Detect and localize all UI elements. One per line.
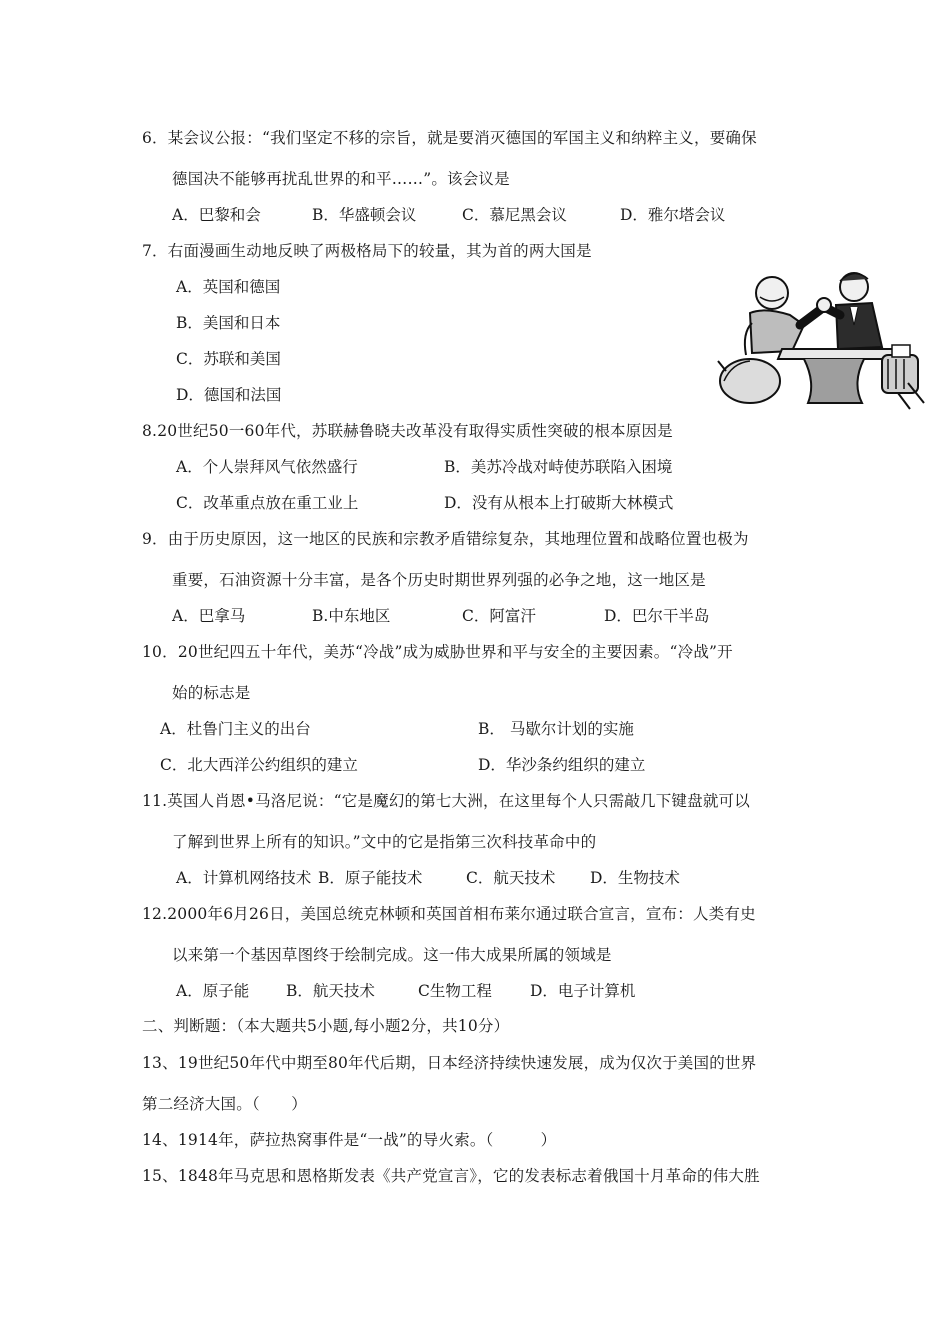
q9-option-a: A．巴拿马 — [172, 607, 246, 625]
q10-option-b: B． 马歇尔计划的实施 — [478, 720, 634, 738]
q9-option-b: B.中东地区 — [312, 607, 391, 625]
q12-option-d: D．电子计算机 — [530, 982, 636, 1000]
q12-option-b: B．航天技术 — [286, 982, 375, 1000]
q6-stem-line2: 德国决不能够再扰乱世界的和平……”。该会议是 — [172, 170, 510, 188]
q8-option-c: C．改革重点放在重工业上 — [176, 494, 359, 512]
q10-option-a: A．杜鲁门主义的出台 — [160, 720, 311, 738]
q8-option-b: B．美苏冷战对峙使苏联陷入困境 — [444, 458, 673, 476]
q8-option-a: A．个人崇拜风气依然盛行 — [176, 458, 358, 476]
q14-stem: 14、1914年，萨拉热窝事件是“一战”的导火索。（ ） — [142, 1131, 557, 1149]
q7-option-d: D．德国和法国 — [176, 386, 282, 404]
q7-stem: 7．右面漫画生动地反映了两极格局下的较量，其为首的两大国是 — [142, 242, 592, 260]
q11-option-d: D．生物技术 — [590, 869, 680, 887]
q11-option-b: B．原子能技术 — [318, 869, 423, 887]
q13-stem-line1: 13、19世纪50年代中期至80年代后期，日本经济持续快速发展，成为仅次于美国的世界 — [142, 1054, 757, 1072]
q9-stem-line2: 重要，石油资源十分丰富，是各个历史时期世界列强的必争之地，这一地区是 — [172, 571, 706, 589]
q12-stem-line2: 以来第一个基因草图终于绘制完成。这一伟大成果所属的领域是 — [172, 946, 612, 964]
q9-option-c: C．阿富汗 — [462, 607, 536, 625]
q7-option-a: A．英国和德国 — [176, 278, 281, 296]
q10-stem-line2: 始的标志是 — [172, 684, 251, 702]
q11-stem-line1: 11.英国人肖恩•马洛尼说：“它是魔幻的第七大洲，在这里每个人只需敲几下键盘就可以 — [142, 792, 750, 810]
q10-option-c: C．北大西洋公约组织的建立 — [160, 756, 358, 774]
q6-option-c: C．慕尼黑会议 — [462, 206, 567, 224]
q10-stem-line1: 10．20世纪四五十年代，美苏“冷战”成为威胁世界和平与安全的主要因素。“冷战”开 — [142, 643, 733, 661]
q6-option-a: A．巴黎和会 — [172, 206, 261, 224]
q9-stem-line1: 9．由于历史原因，这一地区的民族和宗教矛盾错综复杂，其地理位置和战略位置也极为 — [142, 530, 749, 548]
q12-stem-line1: 12.2000年6月26日，美国总统克林顿和英国首相布莱尔通过联合宣言，宣布：人类有史 — [142, 905, 756, 923]
q8-option-d: D．没有从根本上打破斯大林模式 — [444, 494, 674, 512]
q9-option-d: D．巴尔干半岛 — [604, 607, 710, 625]
q7-option-b: B．美国和日本 — [176, 314, 281, 332]
q15-stem: 15、1848年马克思和恩格斯发表《共产党宣言》，它的发表标志着俄国十月革命的伟大胜 — [142, 1167, 760, 1185]
q10-option-d: D．华沙条约组织的建立 — [478, 756, 646, 774]
q13-stem-line2: 第二经济大国。（ ） — [142, 1095, 307, 1113]
q6-stem-line1: 6．某会议公报：“我们坚定不移的宗旨，就是要消灭德国的军国主义和纳粹主义，要确保 — [142, 129, 757, 147]
q6-option-b: B．华盛顿会议 — [312, 206, 417, 224]
q6-option-d: D．雅尔塔会议 — [620, 206, 726, 224]
q7-option-c: C．苏联和美国 — [176, 350, 281, 368]
q11-stem-line2: 了解到世界上所有的知识。”文中的它是指第三次科技革命中的 — [172, 833, 597, 851]
q12-option-a: A．原子能 — [176, 982, 250, 1000]
q12-option-c: C生物工程 — [418, 982, 492, 1000]
q11-option-a: A．计算机网络技术 — [176, 869, 312, 887]
cold-war-arm-wrestling-cartoon — [712, 263, 927, 413]
section-2-heading: 二、判断题：（本大题共5小题,每小题2分，共10分） — [142, 1017, 510, 1035]
q8-stem: 8.20世纪50一60年代，苏联赫鲁晓夫改革没有取得实质性突破的根本原因是 — [142, 422, 673, 440]
q11-option-c: C．航天技术 — [466, 869, 556, 887]
